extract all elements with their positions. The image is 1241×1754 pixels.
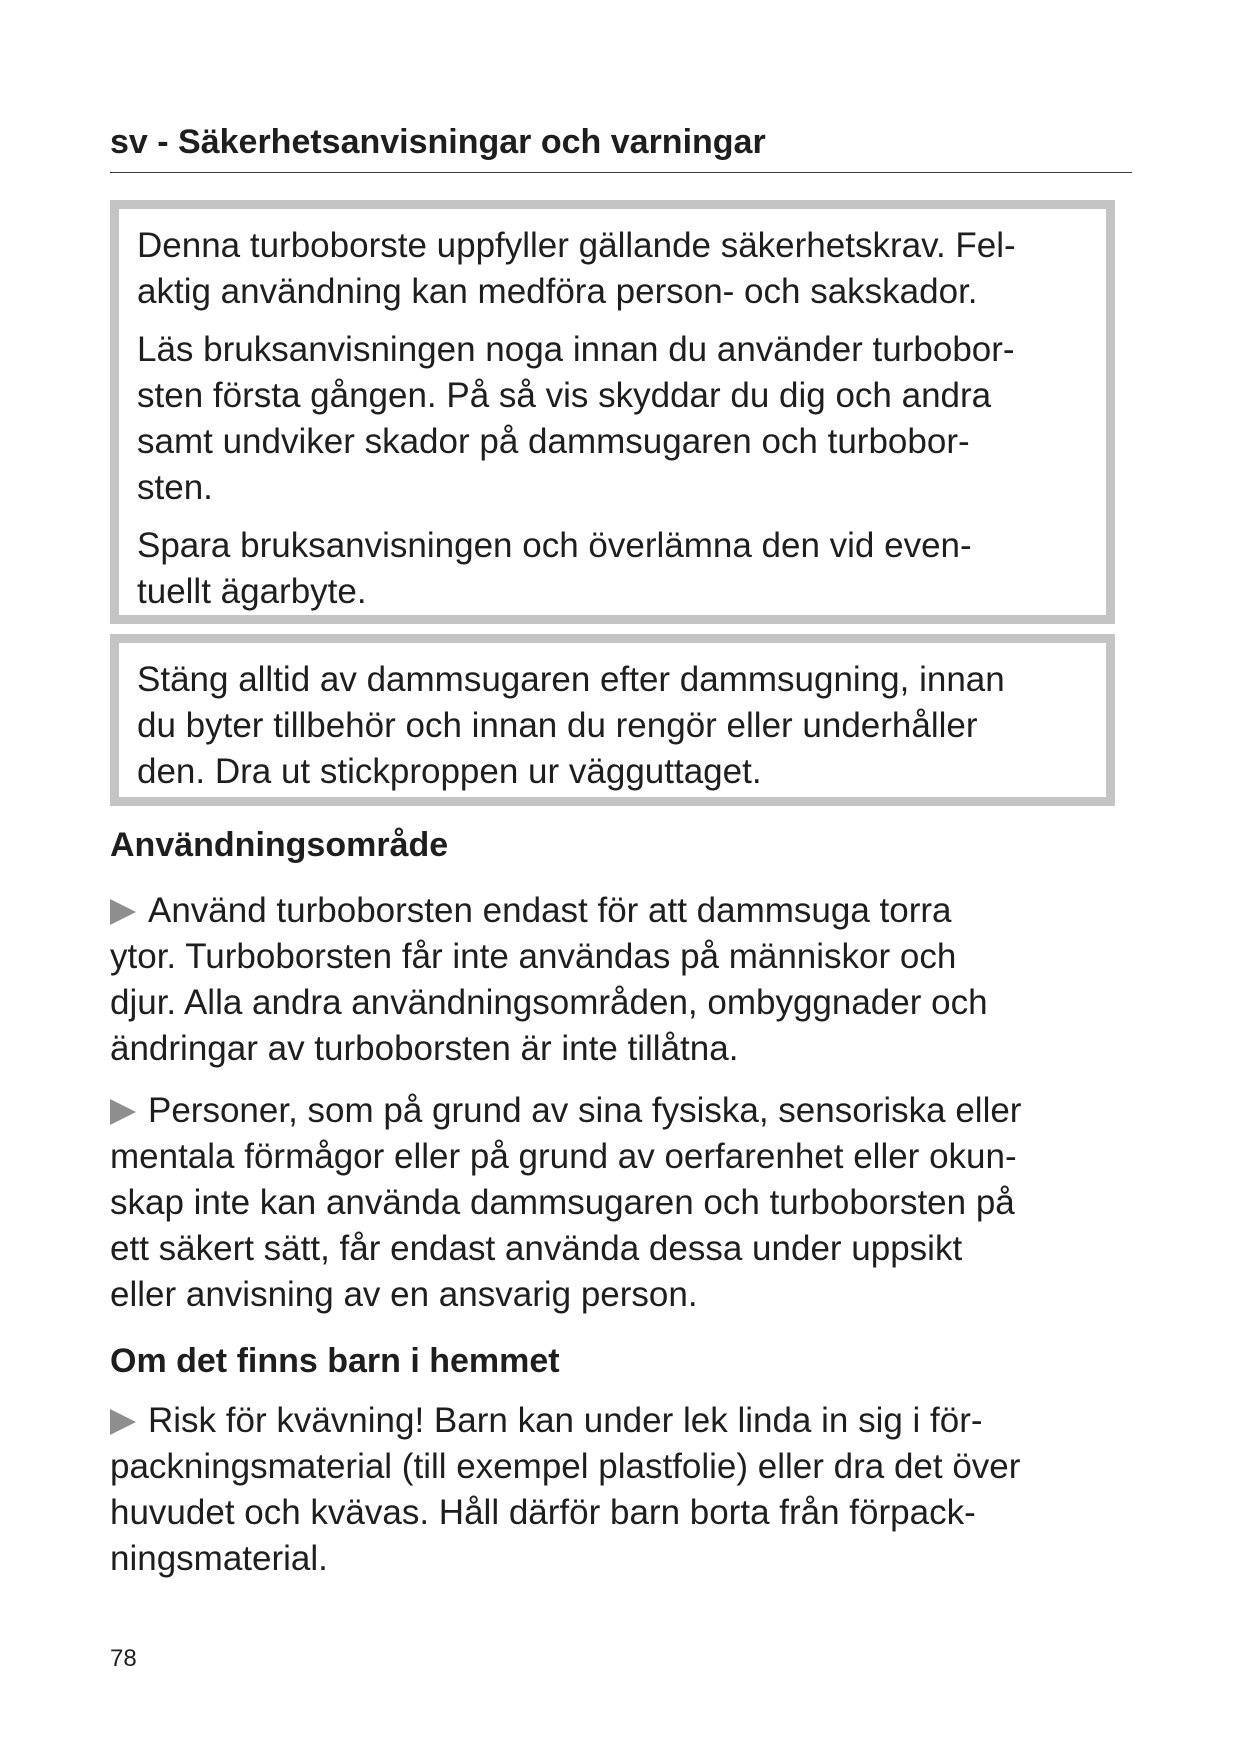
- children-heading: Om det finns barn i hemmet: [110, 1342, 560, 1380]
- page-title: sv - Säkerhetsanvisningar och varningar: [110, 120, 1132, 173]
- triangle-bullet-icon: [110, 899, 136, 925]
- warning-paragraph: Spara bruksanvisningen och överlämna den vid even- tuellt ägarbyte.: [137, 526, 972, 611]
- warning-paragraph: Stäng alltid av dammsugaren efter dammsugning, innan du byter tillbehör och innan du rengör eller underhåller den. Dra ut stickproppen ur vägguttaget.: [137, 660, 1005, 791]
- warning-paragraph: Läs bruksanvisningen noga innan du använder turbobor- sten första gången. På så vis skyddar du dig och andra samt undviker skador på dammsugaren och turbobor- sten.: [137, 330, 1015, 507]
- triangle-bullet-icon: [110, 1409, 136, 1435]
- bullet-paragraph: Risk för kvävning! Barn kan under lek linda in sig i för- packningsmaterial (till exempel plastfolie) eller dra det över huvudet och kvävas. Håll därför barn borta från förpack- ningsmaterial.: [110, 1401, 1021, 1578]
- children-section: [110, 1338, 1140, 1582]
- usage-heading: Användningsområde: [110, 826, 449, 864]
- usage-section: [110, 822, 1140, 1318]
- unplug-warning-box: [110, 634, 1115, 806]
- warning-paragraph: Denna turboborste uppfyller gällande säkerhetskrav. Fel- aktig användning kan medföra person- och sakskador.: [137, 226, 1016, 311]
- bullet-paragraph: Använd turboborsten endast för att dammsuga torra ytor. Turboborsten får inte användas på människor och djur. Alla andra användningsområden, ombyggnader och ändringar av turboborsten är inte tillåtna.: [110, 891, 988, 1068]
- bullet-paragraph: Personer, som på grund av sina fysiska, sensoriska eller mentala förmågor eller på grund av oerfarenhet eller okun- skap inte kan använda dammsugaren och turboborsten på ett säkert sätt, får endast använda dessa under uppsikt eller anvisning av en ansvarig person.: [110, 1091, 1022, 1314]
- safety-warning-box: [110, 200, 1115, 624]
- triangle-bullet-icon: [110, 1099, 136, 1125]
- page-number: 78: [110, 1645, 137, 1672]
